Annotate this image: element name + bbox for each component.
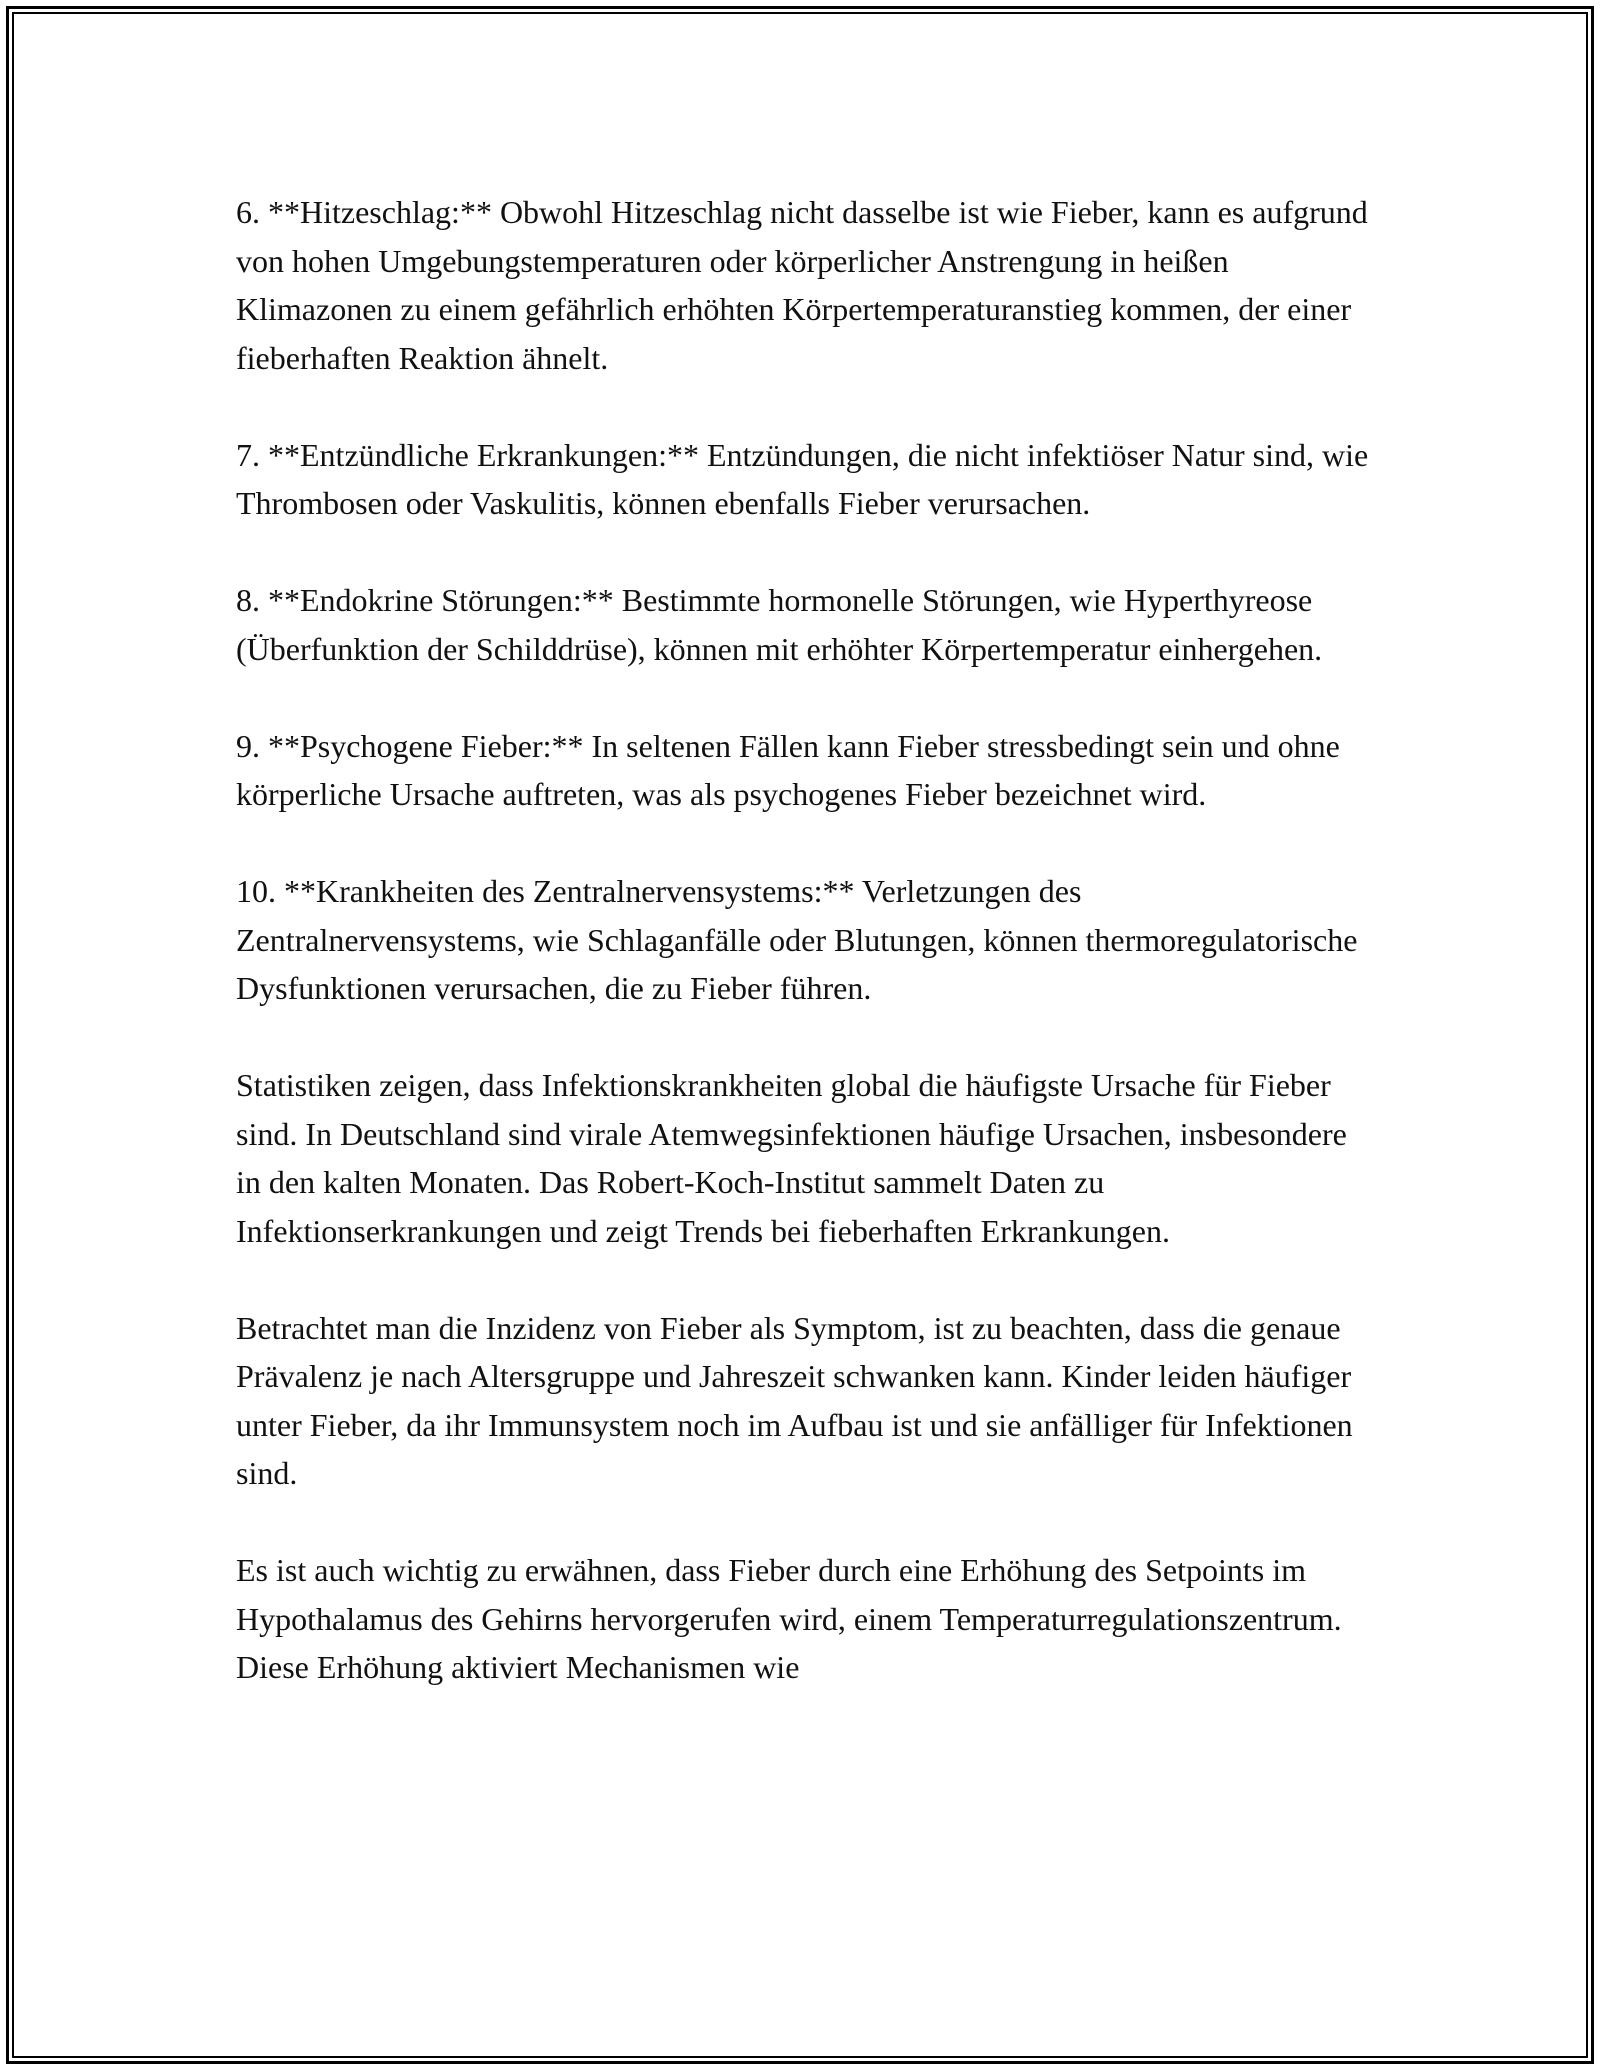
document-body (236, 188, 1376, 1692)
paragraph-zentralnervensystem: 10. **Krankheiten des Zentralnervensystems:** Verletzungen des Zentralnervensystems, wie Schlaganfälle oder Blutungen, können thermoregulatorische Dysfunktionen verursachen, die zu Fieber führen. (236, 873, 1358, 1006)
paragraph-endokrine-stoerungen: 8. **Endokrine Störungen:** Bestimmte hormonelle Störungen, wie Hyperthyreose (Überfunktion der Schilddrüse), können mit erhöhter Körpertemperatur einhergehen. (236, 582, 1323, 667)
paragraph-hypothalamus: Es ist auch wichtig zu erwähnen, dass Fieber durch eine Erhöhung des Setpoints im Hypothalamus des Gehirns hervorgerufen wird, einem Temperaturregulationszentrum. Diese Erhöhung aktiviert Mechanismen wie (236, 1552, 1342, 1685)
paragraph-hitzeschlag: 6. **Hitzeschlag:** Obwohl Hitzeschlag nicht dasselbe ist wie Fieber, kann es aufgrund von hohen Umgebungstemperaturen oder körperlicher Anstrengung in heißen Klimazonen zu einem gefährlich erhöhten Körpertemperaturanstieg kommen, der einer fieberhaften Reaktion ähnelt. (236, 194, 1368, 376)
paragraph-inzidenz: Betrachtet man die Inzidenz von Fieber als Symptom, ist zu beachten, dass die genaue Prävalenz je nach Altersgruppe und Jahreszeit schwanken kann. Kinder leiden häufiger unter Fieber, da ihr Immunsystem noch im Aufbau ist und sie anfälliger für Infektionen sind. (236, 1309, 1353, 1491)
paragraph-statistiken: Statistiken zeigen, dass Infektionskrankheiten global die häufigste Ursache für Fieber sind. In Deutschland sind virale Atemwegsinfektionen häufige Ursachen, insbesondere in den kalten Monaten. Das Robert-Koch-Institut sammelt Daten zu Infektionserkrankungen und zeigt Trends bei fieberhaften Erkrankungen. (236, 1067, 1347, 1249)
paragraph-psychogene-fieber: 9. **Psychogene Fieber:** In seltenen Fällen kann Fieber stressbedingt sein und ohne körperliche Ursache auftreten, was als psychogenes Fieber bezeichnet wird. (236, 727, 1340, 812)
paragraph-entzuendliche-erkrankungen: 7. **Entzündliche Erkrankungen:** Entzündungen, die nicht infektiöser Natur sind, wie Thrombosen oder Vaskulitis, können ebenfalls Fieber verursachen. (236, 436, 1369, 521)
